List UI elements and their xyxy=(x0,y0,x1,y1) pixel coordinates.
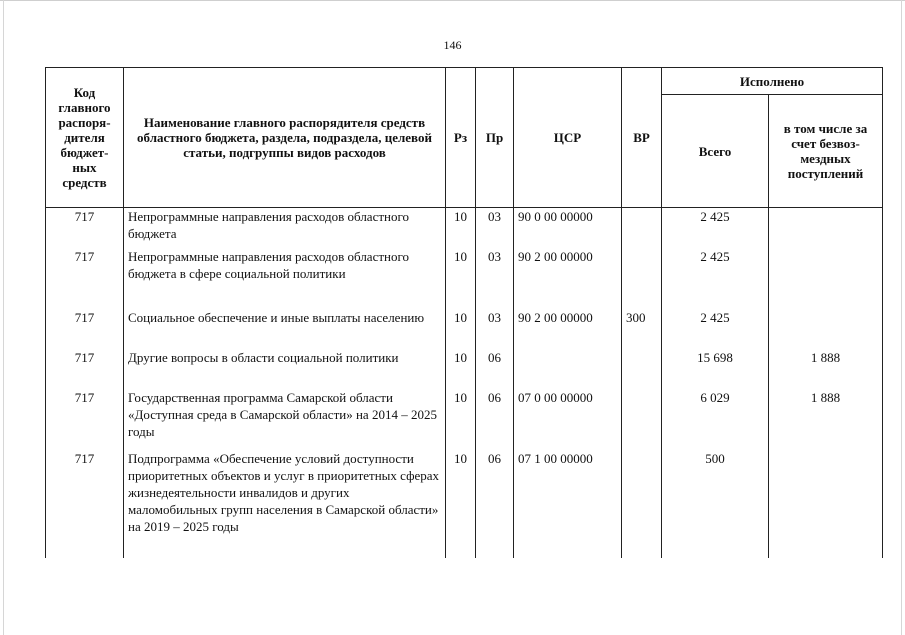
cell-free xyxy=(769,309,883,349)
cell-rz: 10 xyxy=(446,248,476,309)
scan-edge-right xyxy=(901,0,902,635)
cell-code: 717 xyxy=(46,248,124,309)
cell-vr xyxy=(622,208,662,249)
cell-pr: 06 xyxy=(476,389,514,450)
cell-name-multiline xyxy=(124,450,446,558)
cell-free: 1 888 xyxy=(769,389,883,450)
cell-name: Непрограммные направления расходов областного бюджета в сфере социальной политики xyxy=(124,248,446,309)
table-row xyxy=(46,349,883,389)
cell-csr: 07 1 00 00000 xyxy=(514,450,622,558)
cell-free xyxy=(769,450,883,558)
cell-csr: 90 2 00 00000 xyxy=(514,248,622,309)
cell-vr: 300 xyxy=(622,309,662,349)
cell-csr: 07 0 00 00000 xyxy=(514,389,622,450)
header-pr: Пр xyxy=(476,68,514,208)
cell-rz: 10 xyxy=(446,349,476,389)
cell-pr: 03 xyxy=(476,208,514,249)
cell-total: 15 698 xyxy=(662,349,769,389)
cell-free: 1 888 xyxy=(769,349,883,389)
table-row xyxy=(46,450,883,558)
cell-vr xyxy=(622,450,662,558)
header-name: Наименование главного распорядителя средств областного бюджета, раздела, подраздела, целевой статьи, подгруппы видов расходов xyxy=(124,68,446,208)
header-executed: Исполнено xyxy=(662,68,883,95)
scan-edge-top xyxy=(0,0,905,3)
cell-total: 2 425 xyxy=(662,309,769,349)
cell-rz: 10 xyxy=(446,450,476,558)
cell-pr: 03 xyxy=(476,248,514,309)
header-csr: ЦСР xyxy=(514,68,622,208)
cell-vr xyxy=(622,389,662,450)
cell-name: Государственная программа Самарской области «Доступная среда в Самарской области» на 2014 – 2025 годы xyxy=(124,389,446,450)
cell-name: Социальное обеспечение и иные выплаты населению xyxy=(124,309,446,349)
header-vr: ВР xyxy=(622,68,662,208)
cell-name: Другие вопросы в области социальной политики xyxy=(124,349,446,389)
table-row xyxy=(46,389,883,450)
cell-csr: 90 0 00 00000 xyxy=(514,208,622,249)
header-rz: Рз xyxy=(446,68,476,208)
cell-csr xyxy=(514,349,622,389)
cell-code: 717 xyxy=(46,349,124,389)
scan-edge-left xyxy=(3,0,4,635)
cell-vr xyxy=(622,248,662,309)
cell-code: 717 xyxy=(46,450,124,558)
cell-code: 717 xyxy=(46,389,124,450)
cell-name: Подпрограмма «Обеспечение условий доступности приоритетных объектов и услуг в приоритетных сферах жизнедеятельности инвалидов и других маломобильных групп населения в Самарской области» xyxy=(128,451,440,517)
cell-rz: 10 xyxy=(446,309,476,349)
cell-rz: 10 xyxy=(446,389,476,450)
cell-total: 2 425 xyxy=(662,248,769,309)
cell-code: 717 xyxy=(46,208,124,249)
cell-pr: 03 xyxy=(476,309,514,349)
cell-pr: 06 xyxy=(476,349,514,389)
cell-name-tail: на 2019 – 2025 годы xyxy=(128,519,239,534)
cell-free xyxy=(769,248,883,309)
cell-pr: 06 xyxy=(476,450,514,558)
cell-code: 717 xyxy=(46,309,124,349)
table-row xyxy=(46,248,883,309)
cell-total: 500 xyxy=(662,450,769,558)
header-code: Код главного распоря-дителя бюджет-ных средств xyxy=(46,68,124,208)
cell-total: 6 029 xyxy=(662,389,769,450)
header-free: в том числе за счет безвоз-мездных поступлений xyxy=(769,95,883,208)
cell-rz: 10 xyxy=(446,208,476,249)
table-row xyxy=(46,309,883,349)
table-row xyxy=(46,208,883,249)
cell-total: 2 425 xyxy=(662,208,769,249)
budget-table xyxy=(45,67,883,558)
cell-vr xyxy=(622,349,662,389)
cell-csr: 90 2 00 00000 xyxy=(514,309,622,349)
header-total: Всего xyxy=(662,95,769,208)
cell-name: Непрограммные направления расходов областного бюджета xyxy=(124,208,446,249)
header-row-top xyxy=(46,68,883,95)
page-number: 146 xyxy=(443,38,462,52)
cell-free xyxy=(769,208,883,249)
